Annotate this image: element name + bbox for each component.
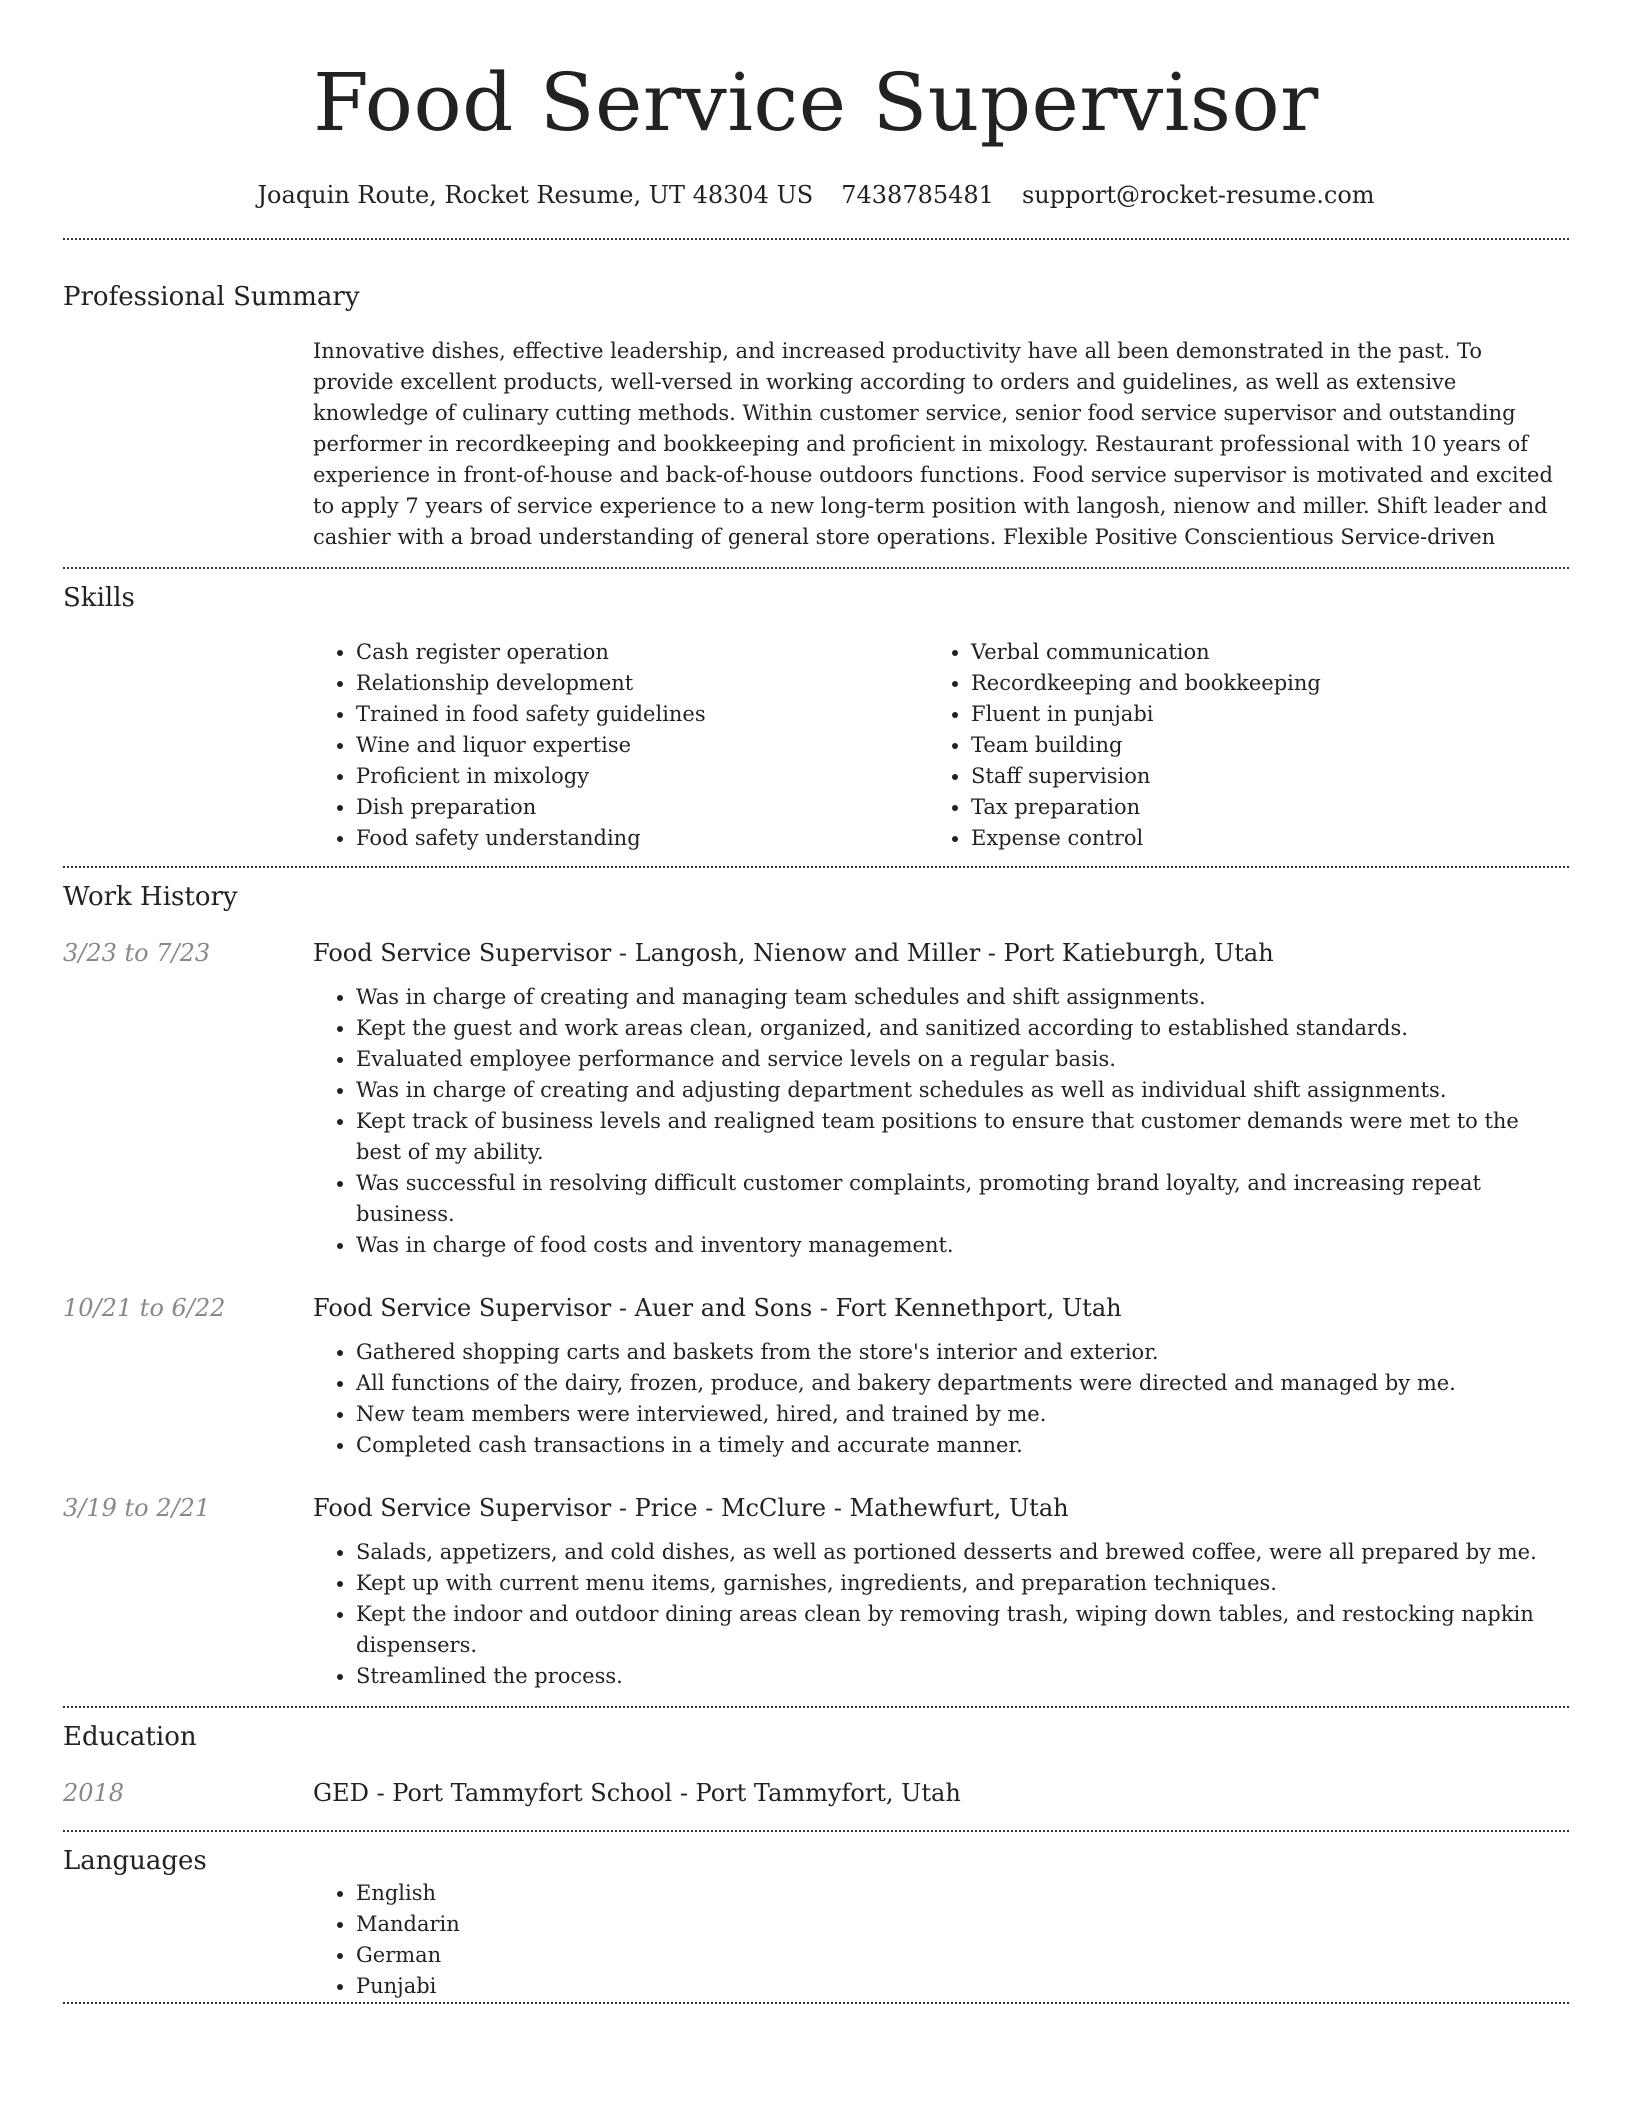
- job-dates: 3/23 to 7/23: [63, 939, 211, 967]
- job-title: Food Service Supervisor - Auer and Sons - Fort Kennethport, Utah: [313, 1294, 1122, 1322]
- language-item: • Punjabi: [356, 1971, 1569, 2002]
- job-dates: 3/19 to 2/21: [63, 1494, 211, 1522]
- skill-item: • Relationship development: [356, 668, 928, 699]
- job-bullets: [313, 982, 1569, 1261]
- contact-phone: 7438785481: [841, 181, 994, 209]
- skill-item: • Expense control: [971, 823, 1543, 854]
- language-item: • Mandarin: [356, 1909, 1569, 1940]
- skill-item: • Proficient in mixology: [356, 761, 928, 792]
- job-bullet: • Streamlined the process.: [356, 1661, 1569, 1692]
- summary-section: [63, 280, 1569, 567]
- skills-list-left: [313, 637, 928, 854]
- section-heading-summary: Professional Summary: [63, 282, 360, 312]
- resume-title: Food Service Supervisor: [313, 56, 1319, 149]
- skill-item: • Staff supervision: [971, 761, 1543, 792]
- job-bullet: • Was successful in resolving difficult customer complaints, promoting brand loyalty, and increasing repeat business.: [356, 1168, 1569, 1230]
- job-entry: [63, 936, 1569, 1261]
- divider: [63, 1706, 1569, 1708]
- section-heading-skills: Skills: [63, 583, 135, 613]
- job-bullet: • Evaluated employee performance and service levels on a regular basis.: [356, 1044, 1569, 1075]
- section-heading-education: Education: [63, 1722, 197, 1752]
- skill-item: • Cash register operation: [356, 637, 928, 668]
- work-history-section: [63, 880, 1569, 1692]
- skill-item: • Dish preparation: [356, 792, 928, 823]
- skill-item: • Food safety understanding: [356, 823, 928, 854]
- skill-item: • Recordkeeping and bookkeeping: [971, 668, 1543, 699]
- skill-item: • Tax preparation: [971, 792, 1543, 823]
- divider: [63, 866, 1569, 868]
- skills-section: [63, 581, 1569, 866]
- skill-item: • Wine and liquor expertise: [356, 730, 928, 761]
- job-title: Food Service Supervisor - Price - McClure - Mathewfurt, Utah: [313, 1494, 1069, 1522]
- job-bullet: • Kept the indoor and outdoor dining areas clean by removing trash, wiping down tables, and restocking napkin dispensers.: [356, 1599, 1569, 1661]
- job-bullet: • All functions of the dairy, frozen, produce, and bakery departments were directed and managed by me.: [356, 1368, 1569, 1399]
- contact-email: support@rocket-resume.com: [1021, 181, 1375, 209]
- job-title: Food Service Supervisor - Langosh, Nienow and Miller - Port Katieburgh, Utah: [313, 939, 1274, 967]
- job-bullet: • Kept the guest and work areas clean, organized, and sanitized according to established standards.: [356, 1013, 1569, 1044]
- education-entry: GED - Port Tammyfort School - Port Tammyfort, Utah: [313, 1779, 961, 1807]
- language-item: • German: [356, 1940, 1569, 1971]
- job-bullet: • Salads, appetizers, and cold dishes, as well as portioned desserts and brewed coffee, were all prepared by me.: [356, 1537, 1569, 1568]
- education-year: 2018: [63, 1779, 125, 1807]
- skill-item: • Verbal communication: [971, 637, 1543, 668]
- job-dates: 10/21 to 6/22: [63, 1294, 226, 1322]
- job-entry: [63, 1491, 1569, 1692]
- languages-list: [313, 1878, 1569, 2002]
- job-bullet: • Kept track of business levels and realigned team positions to ensure that customer demands were met to the best of my ability.: [356, 1106, 1569, 1168]
- education-section: [63, 1720, 1569, 1810]
- divider: [63, 1830, 1569, 1832]
- skill-item: • Fluent in punjabi: [971, 699, 1543, 730]
- skill-item: • Trained in food safety guidelines: [356, 699, 928, 730]
- job-bullet: • Completed cash transactions in a timely and accurate manner.: [356, 1430, 1569, 1461]
- summary-text: Innovative dishes, effective leadership, and increased productivity have all been demonstrated in the past. To provide excellent products, well-versed in working according to orders and guidelines, as well as extensive knowledge of culinary cutting methods. Within customer service, senior food service supervisor and outstanding performer in recordkeeping and bookkeeping and proficient in mixology. Restaurant professional with 10 years of experience in front-of-house and back-of-house outdoors functions. Food service supervisor is motivated and excited to apply 7 years of service experience to a new long-term position with langosh, nienow and miller. Shift leader and cashier with a broad understanding of general store operations. Flexible Positive Conscientious Service-driven: [313, 339, 1553, 549]
- contact-line: [63, 178, 1569, 212]
- divider: [63, 2002, 1569, 2004]
- job-bullet: • Was in charge of food costs and inventory management.: [356, 1230, 1569, 1261]
- job-bullet: • Was in charge of creating and adjusting department schedules as well as individual shift assignments.: [356, 1075, 1569, 1106]
- language-item: • English: [356, 1878, 1569, 1909]
- job-entry: [63, 1291, 1569, 1461]
- divider: [63, 567, 1569, 569]
- job-bullets: [313, 1337, 1569, 1461]
- contact-address: Joaquin Route, Rocket Resume, UT 48304 US: [257, 181, 814, 209]
- job-bullet: • Was in charge of creating and managing team schedules and shift assignments.: [356, 982, 1569, 1013]
- divider: [63, 238, 1569, 240]
- skill-item: • Team building: [971, 730, 1543, 761]
- languages-section: [63, 1844, 1569, 2002]
- section-heading-languages: Languages: [63, 1846, 207, 1876]
- section-heading-work-history: Work History: [63, 882, 238, 912]
- job-bullets: [313, 1537, 1569, 1692]
- job-bullet: • Kept up with current menu items, garnishes, ingredients, and preparation techniques.: [356, 1568, 1569, 1599]
- skills-list-right: [928, 637, 1543, 854]
- job-bullet: • New team members were interviewed, hired, and trained by me.: [356, 1399, 1569, 1430]
- job-bullet: • Gathered shopping carts and baskets from the store's interior and exterior.: [356, 1337, 1569, 1368]
